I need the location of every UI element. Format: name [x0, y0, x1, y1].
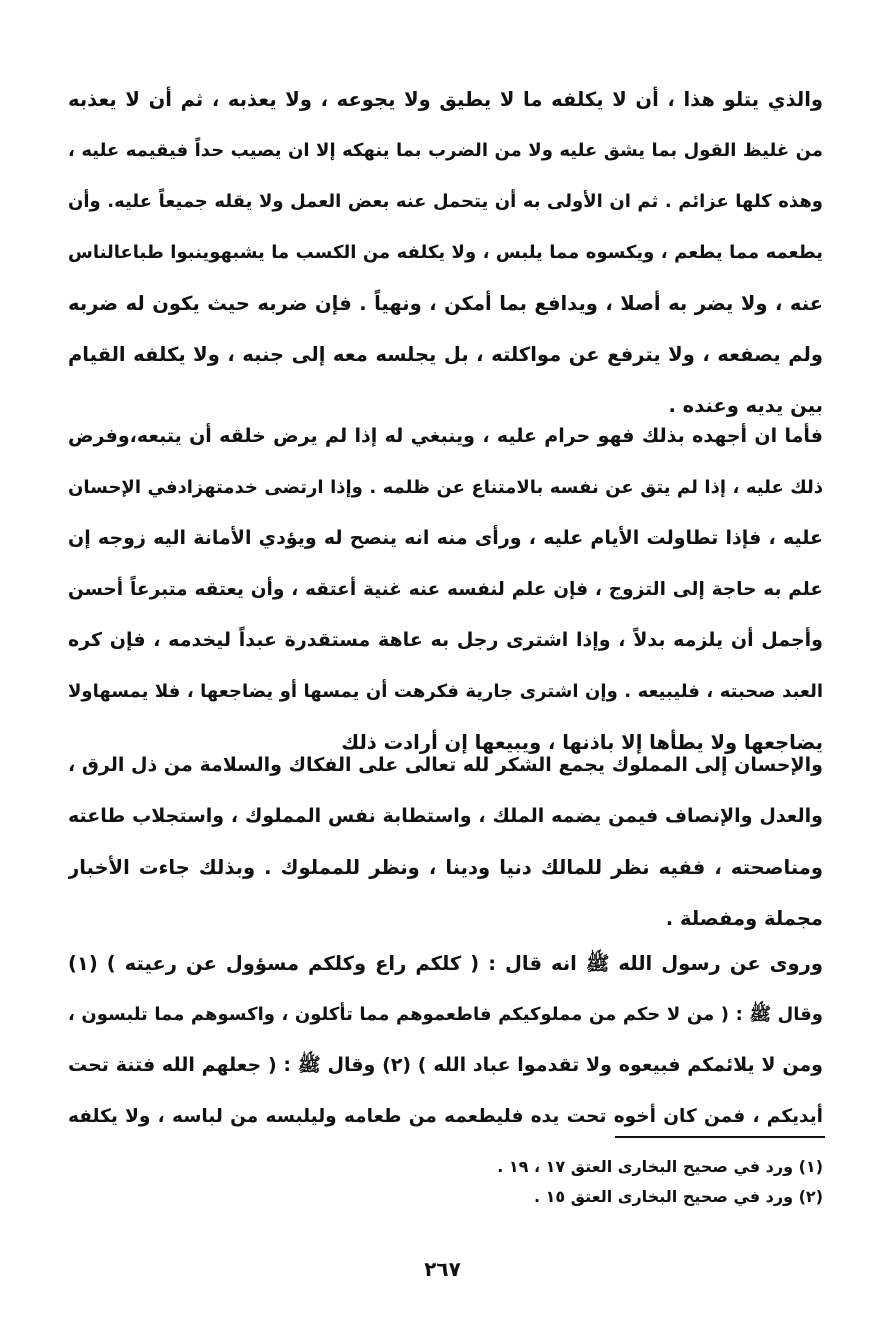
text-line: وروى عن رسول الله ﷺ انه قال : ( كلكم راع وكلكم مسؤول عن رعيته ) (١): [68, 952, 823, 975]
footnote-divider: [615, 1136, 825, 1138]
paragraph-4: [68, 938, 823, 1142]
paragraph-1: [68, 74, 823, 431]
paragraph-2: [68, 411, 823, 768]
text-line: وهذه كلها عزائم . ثم ان الأولى به أن يتحمل عنه بعض العمل ولا يقله جميعاً عليه. وأن: [68, 191, 823, 212]
text-line: عليه ، فإذا تطاولت الأيام عليه ، ورأى منه انه ينصح له ويؤدي الأمانة اليه زوجه إن: [68, 527, 823, 549]
text-line: من غليظ القول بما يشق عليه ولا من الضرب بما ينهكه إلا ان يصيب حداً فيقيمه عليه ،: [68, 140, 823, 161]
text-line: ومناصحته ، ففيه نظر للمالك دنيا ودينا ، ونظر للمملوك . وبذلك جاءت الأخبار: [68, 856, 823, 879]
text-line: بين يديه وعنده .: [668, 394, 823, 417]
page-number: ٢٦٧: [424, 1257, 461, 1281]
text-line: ومن لا يلائمكم فبيعوه ولا تقدموا عباد الله ) (٢) وقال ﷺ : ( جعلهم الله فتنة تحت: [68, 1054, 823, 1076]
text-line: ذلك عليه ، إذا لم يتق عن نفسه بالامتناع عن ظلمه . وإذا ارتضى خدمتهزادفي الإحسان: [68, 477, 823, 498]
text-line: ولم يصفعه ، ولا يترفع عن مواكلته ، بل يجلسه معه إلى جنبه ، ولا يكلفه القيام: [68, 343, 823, 366]
text-line: وأجمل أن يلزمه بدلاً ، وإذا اشترى رجل به عاهة مستقدرة عبداً ليخدمه ، فإن كره: [68, 629, 823, 651]
text-line: عنه ، ولا يضر به أصلا ، ويدافع بما أمكن ، ونهياً . فإن ضربه حيث يكون له ضربه: [68, 292, 823, 315]
text-line: وقال ﷺ : ( من لا حكم من مملوكيكم فاطعموهم مما تأكلون ، واكسوهم مما تلبسون ،: [68, 1004, 823, 1025]
text-line: علم به حاجة إلى التزوج ، فإن علم لنفسه عنه غنية أعتقه ، وأن يعتقه متبرعاً أحسن: [68, 579, 823, 600]
text-line: والعدل والإنصاف فيمن يضمه الملك ، واستطابة نفس المملوك ، واستجلاب طاعته: [68, 805, 823, 827]
text-line: يطعمه مما يطعم ، ويكسوه مما يلبس ، ولا يكلفه من الكسب ما يشبهوينبوا طباعالناس: [68, 242, 823, 263]
text-line: والإحسان إلى المملوك يجمع الشكر لله تعالى على الفكاك والسلامة من ذل الرق ،: [68, 754, 823, 776]
text-line: العبد صحبته ، فليبيعه . وإن اشترى جارية فكرهت أن يمسها أو يضاجعها ، فلا يمسهاولا: [68, 681, 823, 702]
footnote-1: (١) ورد في صحيح البخارى العتق ١٧ ، ١٩ .: [497, 1157, 823, 1176]
text-line: أيديكم ، فمن كان أخوه تحت يده فليطعمه من طعامه وليلبسه من لباسه ، ولا يكلفه: [68, 1106, 823, 1127]
text-line: والذي يتلو هذا ، أن لا يكلفه ما لا يطيق ولا يجوعه ، ولا يعذبه ، ثم أن لا يعذبه: [68, 88, 823, 111]
footnote-2: (٢) ورد في صحيح البخارى العتق ١٥ .: [534, 1187, 823, 1206]
text-line: فأما ان أجهده بذلك فهو حرام عليه ، وينبغي له إذا لم يرض خلقه أن يتبعه،وفرض: [68, 425, 823, 447]
footnotes: [323, 1152, 823, 1212]
text-line: يضاجعها ولا يطأها إلا باذنها ، ويبيعها إن أرادت ذلك: [341, 731, 823, 754]
text-line: مجملة ومفصلة .: [665, 907, 823, 930]
paragraph-3: [68, 740, 823, 944]
